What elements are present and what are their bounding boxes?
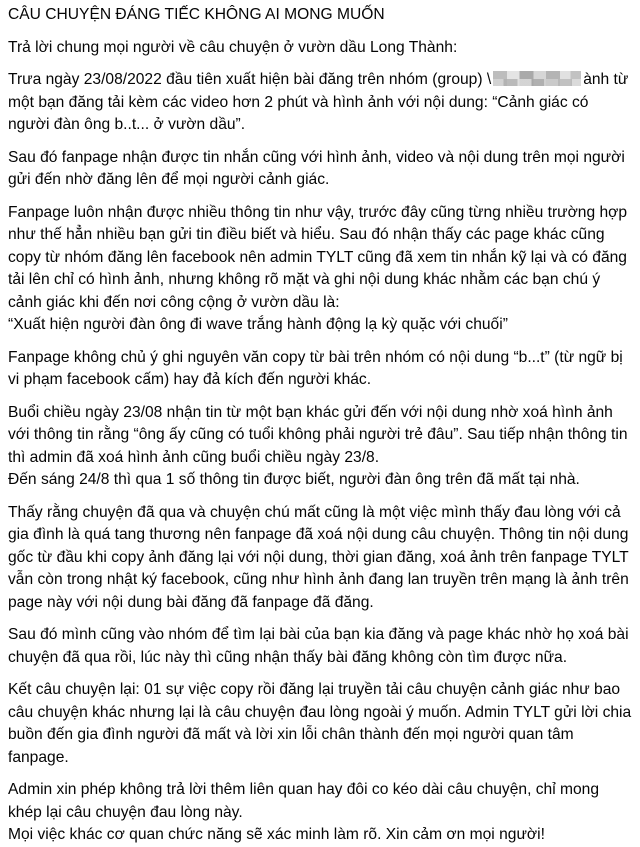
post-paragraph-6: Thấy rằng chuyện đã qua và chuyện chú mất cũng là một việc mình thấy đau lòng với cả gia đình là quá tang thương nên fanpage đã xoá nội dung câu chuyện. Thông tin nội dung gốc từ đầu khi copy ảnh đăng lại với nội dung, thời gian đăng, xoá ảnh trên fanpage TYLT vẫn còn trong nhật ký facebook, cũng như hình ảnh đang lan truyền trên mạng là ảnh trên page này với nội dung bài đăng đã fanpage đã đăng. <box>8 503 629 611</box>
paragraph-1-text-start: Trưa ngày 23/08/2022 đầu tiên xuất hiện bài đăng trên nhóm (group) \ <box>8 71 492 88</box>
post-intro: Trả lời chung mọi người về câu chuyện ở vườn dầu Long Thành: <box>8 38 458 56</box>
post-paragraph-8: Kết câu chuyện lại: 01 sự việc copy rồi đăng lại truyền tải câu chuyện cảnh giác như bao câu chuyện khác nhưng lại là câu chuyện đau lòng ngoài ý muốn. Admin TYLT gửi lời chia buồn đến gia đình người đã mất và lời xin lỗi chân thành đến mọi người quan tâm fanpage. <box>8 681 632 766</box>
post-paragraph-7: Sau đó mình cũng vào nhóm để tìm lại bài của bạn kia đăng và page khác nhờ họ xoá bài chuyện đã qua rồi, lúc này thì cũng nhận thấy bài đăng không còn tìm được nữa. <box>8 626 629 666</box>
post-paragraph-5: Buổi chiều ngày 23/08 nhận tin từ một bạn khác gửi đến với nội dung nhờ xoá hình ảnh với thông tin rằng “ông ấy cũng có tuổi không phải người trẻ đâu”. Sau tiếp nhận thông tin thì admin đã xoá hình ảnh cũng buổi chiều ngày 23/8. Đến sáng 24/8 thì qua 1 số thông tin được biết, người đàn ông trên đã mất tại nhà. <box>8 403 628 488</box>
post-paragraph-4: Fanpage không chủ ý ghi nguyên văn copy từ bài trên nhóm có nội dung “b...t” (từ ngữ bị vi phạm facebook cấm) hay đả kích đến người khác. <box>8 348 623 388</box>
paragraph-1-text-end: ành từ một bạn đăng tải kèm các video hơn 2 phút và hình ảnh với nội dung: “Cảnh giác có người đàn ông b..t... ở vườn dầu”. <box>8 71 629 133</box>
post-paragraph-2: Sau đó fanpage nhận được tin nhắn cũng với hình ảnh, video và nội dung trên mọi người gửi đến nhờ đăng lên để mọi người cảnh giác. <box>8 148 625 188</box>
post-paragraph-3: Fanpage luôn nhận được nhiều thông tin như vậy, trước đây cũng từng nhiều trường hợp như thế hẳn nhiều bạn gửi tin điều biết và hiểu. Sau đó nhận thấy các page khác cũng copy từ nhóm đăng lên facebook nên admin TYLT cũng đã xem tin nhắn kỹ lại và có đăng tải lên chỉ có hình ảnh, nhưng không rõ mặt và ghi nội dung khác nhằm các bạn chú ý cảnh giác khi đến nơi công cộng ở vườn dầu là: “Xuất hiện người đàn ông đi wave trắng hành động lạ kỳ quặc với chuối” <box>8 203 628 333</box>
redacted-group-name <box>493 71 581 86</box>
post-paragraph-1 <box>8 69 632 137</box>
post-title: CÂU CHUYỆN ĐÁNG TIẾC KHÔNG AI MONG MUỐN <box>8 6 385 23</box>
post-paragraph-9: Admin xin phép không trả lời thêm liên quan hay đôi co kéo dài câu chuyện, chỉ mong khép lại câu chuyện đau lòng này. Mọi việc khác cơ quan chức năng sẽ xác minh làm rõ. Xin cảm ơn mọi người! <box>8 781 600 843</box>
